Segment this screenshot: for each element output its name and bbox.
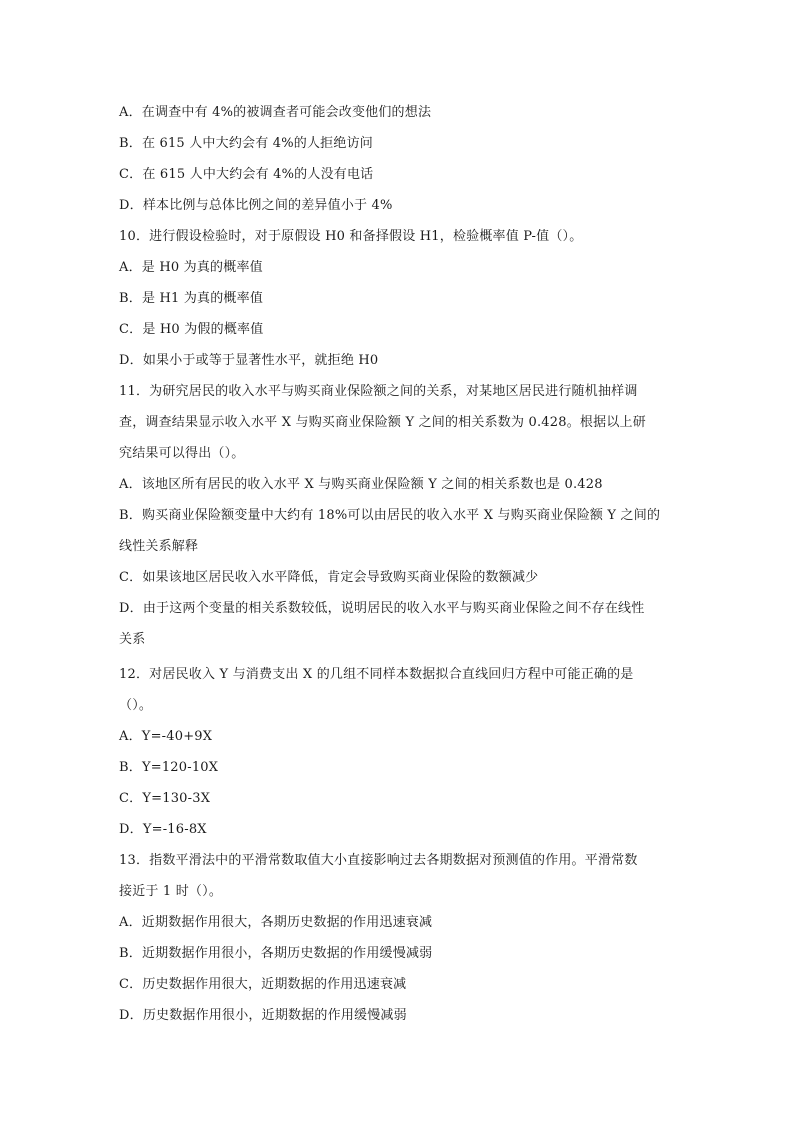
q13-stem-line-2: 接近于 1 时（）。: [119, 884, 223, 899]
q10-option-c: C．是 H0 为假的概率值: [119, 322, 264, 337]
q12-stem-line-2: （）。: [119, 698, 153, 713]
q11-option-d-line-1: D．由于这两个变量的相关系数较低，说明居民的收入水平与购买商业保险之间不存在线性: [119, 601, 645, 616]
q11-option-b-line-2: 线性关系解释: [119, 539, 199, 554]
q12-option-b: B．Y=120-10X: [119, 760, 219, 775]
q11-stem-line-2: 查，调查结果显示收入水平 X 与购买商业保险额 Y 之间的相关系数为 0.428。根据以上研: [119, 415, 646, 430]
q11-stem-line-3: 究结果可以得出（）。: [119, 446, 245, 461]
q11-option-d-line-2: 关系: [119, 632, 146, 647]
q13-option-a: A．近期数据作用很大，各期历史数据的作用迅速衰减: [119, 915, 433, 930]
q9-option-d: D．样本比例与总体比例之间的差异值小于 4%: [119, 198, 393, 213]
q13-option-c: C．历史数据作用很大，近期数据的作用迅速衰减: [119, 977, 407, 992]
q13-option-b: B．近期数据作用很小，各期历史数据的作用缓慢减弱: [119, 946, 433, 961]
q11-option-a: A．该地区所有居民的收入水平 X 与购买商业保险额 Y 之间的相关系数也是 0.428: [119, 477, 603, 492]
q9-option-c: C．在 615 人中大约会有 4%的人没有电话: [119, 167, 374, 182]
q9-option-a: A．在调查中有 4%的被调查者可能会改变他们的想法: [119, 105, 432, 120]
q10-option-a: A．是 H0 为真的概率值: [119, 260, 263, 275]
q12-option-d: D．Y=-16-8X: [119, 822, 207, 837]
q9-option-b: B．在 615 人中大约会有 4%的人拒绝访问: [119, 136, 373, 151]
q11-option-b-line-1: B．购买商业保险额变量中大约有 18%可以由居民的收入水平 X 与购买商业保险额 Y 之间的: [119, 508, 661, 523]
q12-option-a: A．Y=-40+9X: [119, 729, 213, 744]
q10-option-b: B．是 H1 为真的概率值: [119, 291, 264, 306]
q13-stem-line-1: 13．指数平滑法中的平滑常数取值大小直接影响过去各期数据对预测值的作用。平滑常数: [119, 853, 638, 868]
q11-stem-line-1: 11．为研究居民的收入水平与购买商业保险额之间的关系，对某地区居民进行随机抽样调: [119, 384, 638, 399]
q10-option-d: D．如果小于或等于显著性水平，就拒绝 H0: [119, 353, 379, 368]
q11-option-c: C．如果该地区居民收入水平降低，肯定会导致购买商业保险的数额减少: [119, 570, 539, 585]
q13-option-d: D．历史数据作用很小，近期数据的作用缓慢减弱: [119, 1008, 407, 1023]
q12-stem-line-1: 12．对居民收入 Y 与消费支出 X 的几组不同样本数据拟合直线回归方程中可能正确的是: [119, 667, 634, 682]
q10-stem: 10．进行假设检验时，对于原假设 H0 和备择假设 H1，检验概率值 P-值（）。: [119, 229, 583, 244]
q12-option-c: C．Y=130-3X: [119, 791, 211, 806]
